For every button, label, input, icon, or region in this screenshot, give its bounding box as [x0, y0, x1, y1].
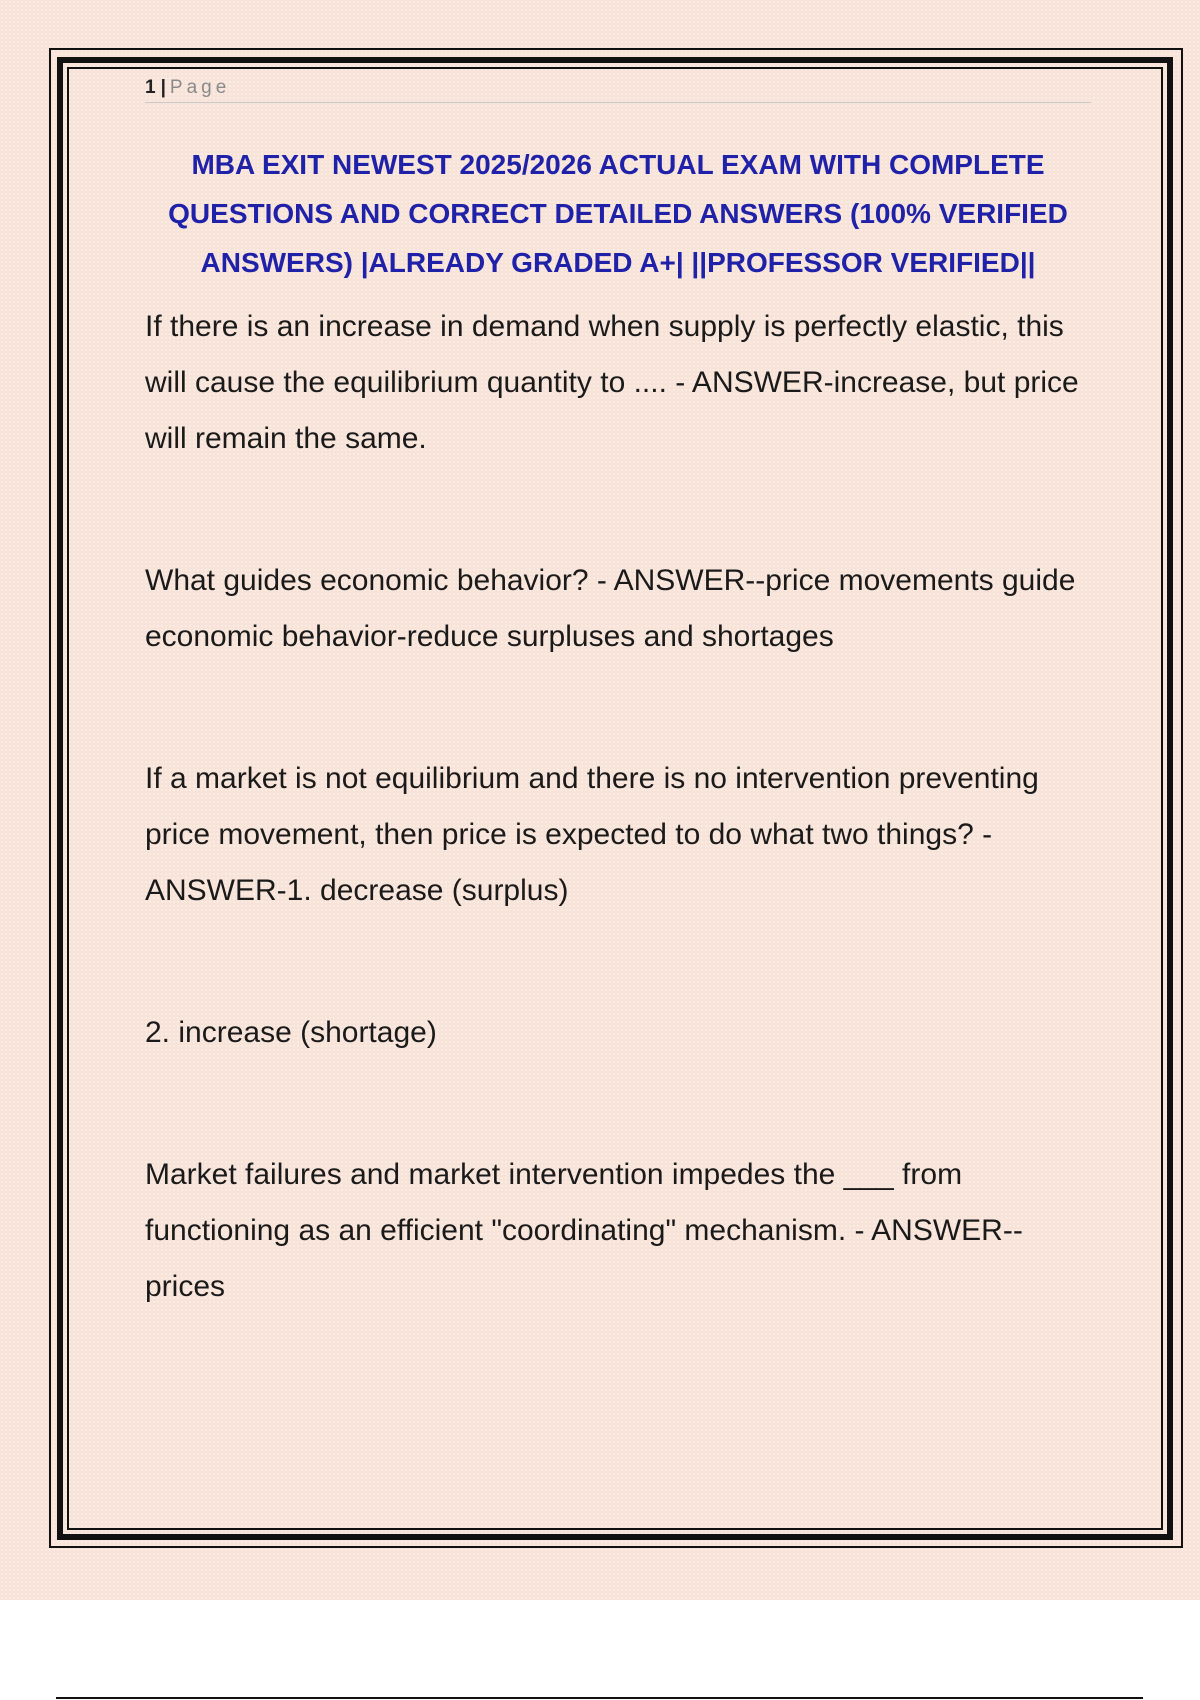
document-title: MBA EXIT NEWEST 2025/2026 ACTUAL EXAM WITH COMPLETE QUESTIONS AND CORRECT DETAILED ANSWERS (100% VERIFIED ANSWERS) |ALREADY GRADED A+| ||PROFESSOR VERIFIED|| [168, 149, 1068, 278]
qa-item: Market failures and market intervention impedes the ___ from functioning as an efficient "coordinating" mechanism. - ANSWER-- prices [145, 1158, 1023, 1303]
qa-list [145, 299, 1091, 1315]
qa-item: 2. increase (shortage) [145, 1016, 437, 1049]
footer-divider [56, 1697, 1143, 1699]
qa-item: What guides economic behavior? - ANSWER--price movements guide economic behavior-reduce surpluses and shortages [145, 564, 1076, 653]
page-label: Page [169, 77, 231, 98]
qa-item: If a market is not equilibrium and there is no intervention preventing price movement, then price is expected to do what two things? - ANSWER-1. decrease (surplus) [145, 762, 1039, 907]
page-header-separator: | [160, 77, 166, 98]
qa-item: If there is an increase in demand when supply is perfectly elastic, this will cause the equilibrium quantity to .... - ANSWER-increase, but price will remain the same. [145, 310, 1079, 455]
page-number: 1 [145, 77, 157, 98]
page-header [145, 76, 1091, 103]
